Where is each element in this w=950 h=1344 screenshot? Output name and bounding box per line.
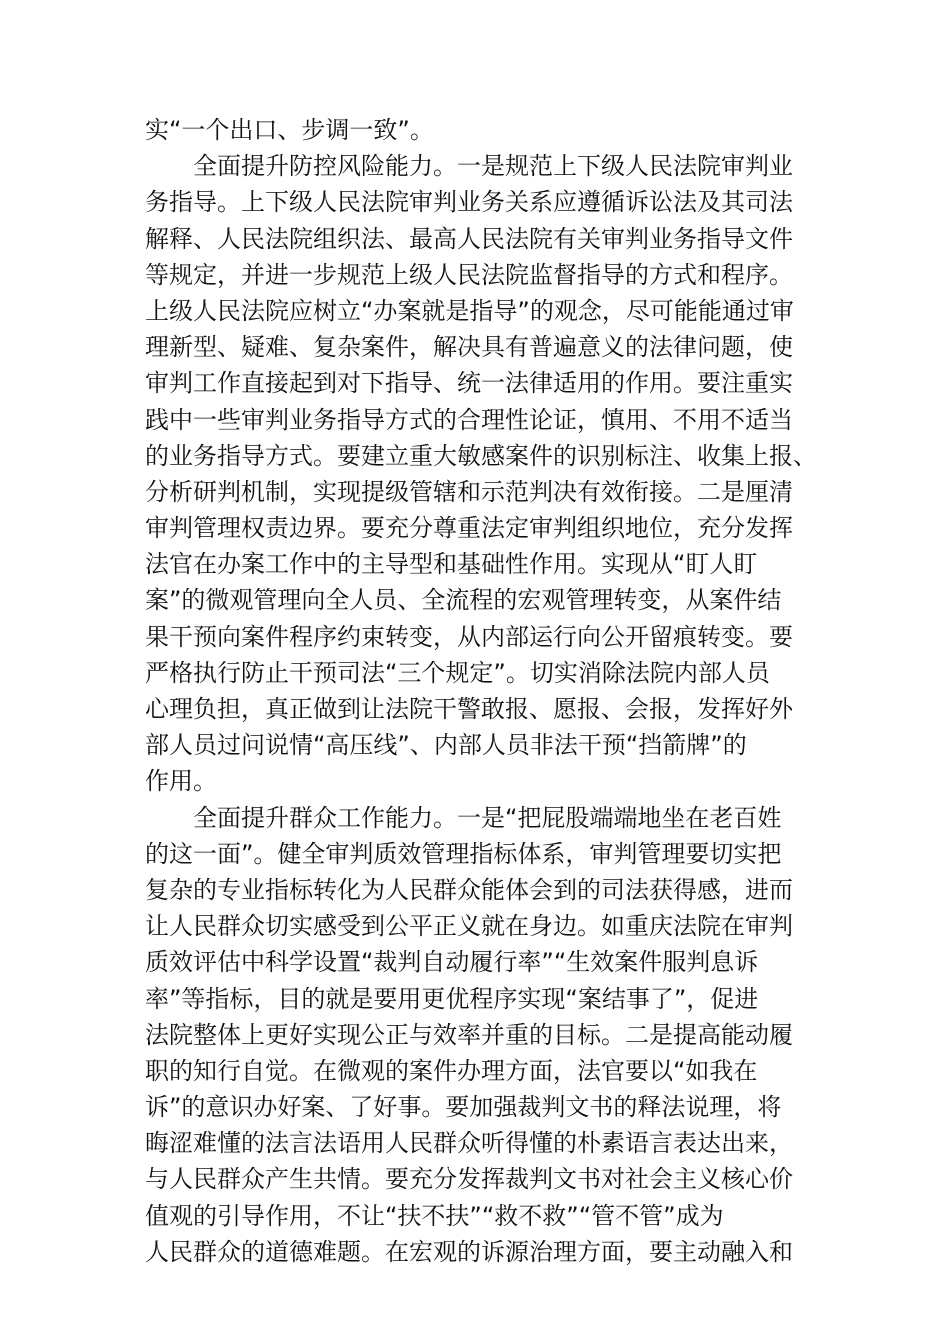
text-line: 率”等指标，目的就是要用更优程序实现“案结事了”，促进 [145, 984, 759, 1013]
text-line: 果干预向案件程序约束转变，从内部运行向公开留痕转变。要 [145, 622, 793, 651]
body-text [145, 112, 815, 1270]
text-line: 实“一个出口、步调一致”。 [145, 116, 434, 144]
text-line: 务指导。上下级人民法院审判业务关系应遵循诉讼法及其司法 [145, 188, 793, 217]
paragraph-first-line: 全面提升防控风险能力。一是规范上下级人民法院审判业 [193, 152, 793, 181]
text-line: 心理负担，真正做到让法院干警敢报、愿报、会报，发挥好外 [145, 695, 793, 723]
paragraph-first-line: 全面提升群众工作能力。一是“把屁股端端地坐在老百姓 [193, 803, 782, 832]
text-line: 与人民群众产生共情。要充分发挥裁判文书对社会主义核心价 [145, 1165, 793, 1194]
text-line: 严格执行防止干预司法“三个规定”。切实消除法院内部人员 [145, 658, 770, 687]
text-line: 部人员过问说情“高压线”、内部人员非法干预“挡箭牌”的 [145, 731, 747, 760]
text-line: 的这一面”。健全审判质效管理指标体系，审判管理要切实把 [145, 839, 782, 868]
text-line: 上级人民法院应树立“办案就是指导”的观念，尽可能能通过审 [145, 296, 794, 325]
text-line: 复杂的专业指标转化为人民群众能体会到的司法获得感，进而 [145, 875, 793, 904]
text-line: 质效评估中科学设置“裁判自动履行率”“生效案件服判息诉 [145, 948, 759, 977]
text-line: 审判管理权责边界。要充分尊重法定审判组织地位，充分发挥 [145, 514, 793, 543]
text-line: 值观的引导作用，不让“扶不扶”“救不救”“管不管”成为 [145, 1201, 724, 1230]
text-line: 的业务指导方式。要建立重大敏感案件的识别标注、收集上报、 [145, 441, 817, 470]
text-line: 法院整体上更好实现公正与效率并重的目标。二是提高能动履 [145, 1020, 793, 1049]
text-line: 晦涩难懂的法言法语用人民群众听得懂的朴素语言表达出来， [145, 1129, 793, 1158]
text-line: 等规定，并进一步规范上级人民法院监督指导的方式和程序。 [145, 260, 793, 289]
text-line: 解释、人民法院组织法、最高人民法院有关审判业务指导文件 [145, 224, 793, 253]
text-line: 诉”的意识办好案、了好事。要加强裁判文书的释法说理，将 [145, 1093, 782, 1122]
text-line: 案”的微观管理向全人员、全流程的宏观管理转变，从案件结 [145, 586, 782, 615]
text-line: 职的知行自觉。在微观的案件办理方面，法官要以“如我在 [145, 1056, 758, 1085]
text-line: 作用。 [145, 767, 217, 796]
text-line: 理新型、疑难、复杂案件，解决具有普遍意义的法律问题，使 [145, 333, 793, 362]
text-line: 践中一些审判业务指导方式的合理性论证，慎用、不用不适当 [145, 405, 793, 434]
text-line: 审判工作直接起到对下指导、统一法律适用的作用。要注重实 [145, 369, 793, 398]
text-line: 人民群众的道德难题。在宏观的诉源治理方面，要主动融入和 [145, 1237, 793, 1266]
text-line: 让人民群众切实感受到公平正义就在身边。如重庆法院在审判 [145, 912, 793, 941]
text-line: 法官在办案工作中的主导型和基础性作用。实现从“盯人盯 [145, 550, 758, 579]
text-line: 分析研判机制，实现提级管辖和示范判决有效衔接。二是厘清 [145, 477, 793, 506]
